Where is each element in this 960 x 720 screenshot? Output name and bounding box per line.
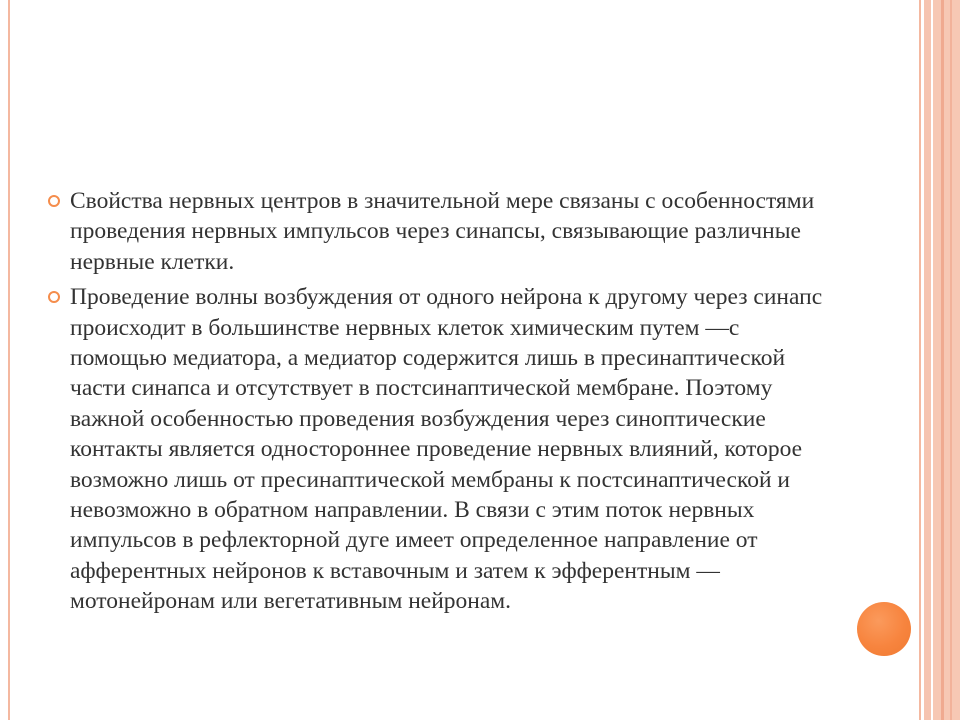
circle-bullet-icon [48,195,60,207]
bullet-text: Свойства нервных центров в значительной мере связаны с особенностями проведения нервных импульсов через синапсы, связывающие различные нервные клетки. [70,188,815,275]
right-stripe-inner-line [941,0,944,720]
bullet-item [46,282,836,616]
orange-circle-icon [853,598,915,660]
right-stripe-band [933,0,960,720]
circle-bullet-icon [48,291,60,303]
bullet-text: Проведение волны возбуждения от одного нейрона к другому через синапс происходит в большинстве нервных клеток химическим путем —с помощью медиатора, а медиатор содержится лишь в пресинаптической части синапса и отсутствует в постсинаптической мембране. Поэтому важной особенностью проведения возбуждения через синоптические контакты является одностороннее проведение нервных влияний, которое возможно лишь от пресинаптической мембраны к постсинаптической и невозможно в обратном направлении. В связи с этим поток нервных импульсов в рефлекторной дуге имеет определенное направление от афферентных нейронов к вставочным и затем к эфферентным — мотонейронам или вегетативным нейронам. [70,284,823,615]
right-stripe-decoration [924,0,931,720]
bullet-item [46,186,836,277]
right-stripe-inner-line-2 [950,0,952,720]
right-frame-line [919,0,921,720]
slide-body [46,186,836,622]
left-frame-line [8,0,10,720]
